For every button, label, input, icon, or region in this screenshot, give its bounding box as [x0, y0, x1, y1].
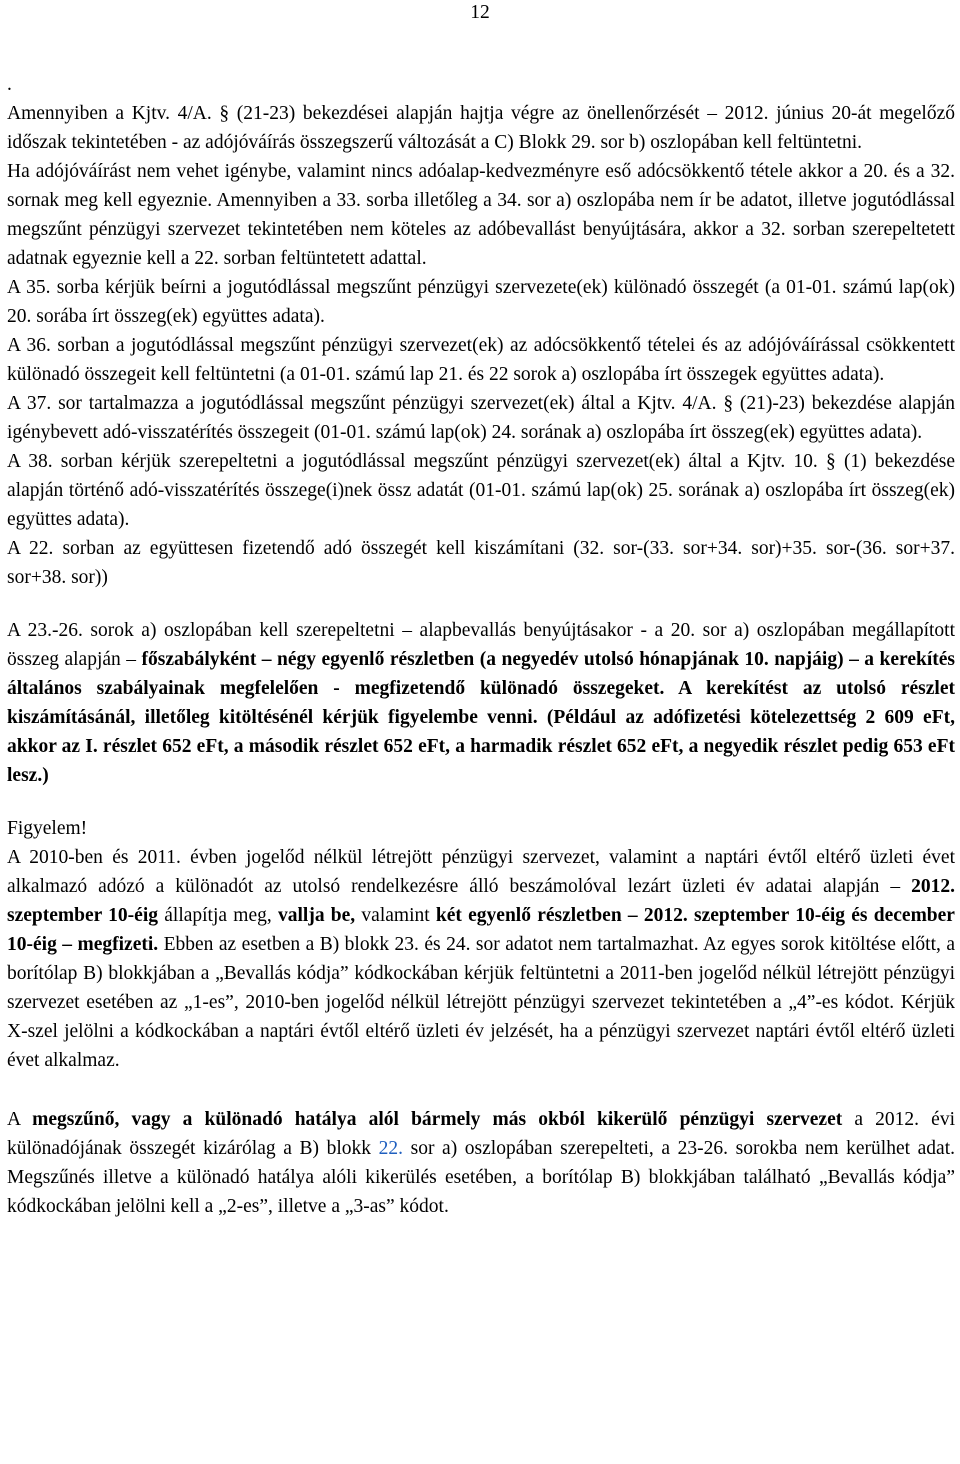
terminating-row-ref: 22.	[378, 1138, 403, 1159]
attention-text-4: Ebben az esetben a B) blokk 23. és 24. sor adatot nem tartalmazhat. Az egyes sorok kitöltése előtt, a borítólap B) blokkjában a „Bevallás kódja” kódkockában kérjük feltüntetni a 2011-ben jogelőd nélkül létrejött pénzügyi szervezet esetében az „1-es”, 2010-ben jogelőd nélkül létrejött pénzügyi szervezet tekintetében a „4”-es kódot. Kérjük X-szel jelölni a kódkockában a naptári évtől eltérő üzleti év jelzését, ha a pénzügyi szervezet naptári évtől eltérő üzleti évet alkalmaz.	[7, 934, 955, 1071]
paragraph-row-38: A 38. sorban kérjük szerepeltetni a jogutódlással megszűnt pénzügyi szervezet(ek) által a Kjtv. 10. § (1) bekezdése alapján történő adó-visszatérítés összege(i)nek össz adatát (01-01. számú lap(ok) 25. sorának a) oszlopába írt összeg(ek) együttes adata).	[7, 451, 955, 530]
attention-text-3: valamint	[355, 905, 436, 926]
attention-text-1: A 2010-ben és 2011. évben jogelőd nélkül létrejött pénzügyi szervezet, valamint a naptári évtől eltérő üzleti évet alkalmazó adózó a különadót az utolsó rendelkezésre álló beszámolóval lezárt üzleti év adatai alapján –	[7, 847, 955, 897]
paragraph-rows-23-26	[7, 616, 955, 790]
terminating-bold-1: megszűnő, vagy a különadó hatálya alól bármely más okból kikerülő pénzügyi szervezet	[32, 1109, 843, 1130]
spacer	[7, 1075, 955, 1105]
paragraph-row-35: A 35. sorba kérjük beírni a jogutódlással megszűnt pénzügyi szervezete(ek) különadó összegét (a 01-01. számú lap(ok) 20. sorába írt összeg(ek) együttes adata).	[7, 277, 955, 327]
leading-dot: .	[7, 74, 12, 95]
attention-bold-1: 2012. szeptember 10-éig	[7, 876, 955, 926]
paragraph-row-37: A 37. sor tartalmazza a jogutódlással megszűnt pénzügyi szervezet(ek) által a Kjtv. 4/A. § (21)-23) bekezdése alapján igénybevett adó-visszatérítés összegeit (01-01. számú lap(ok) 24. sorának a) oszlopába írt összeg(ek) együttes adata).	[7, 393, 955, 443]
spacer	[7, 592, 955, 616]
page-number: 12	[470, 2, 490, 23]
paragraph-row-22: A 22. sorban az együttesen fizetendő adó összegét kell kiszámítani (32. sor-(33. sor+34. sor)+35. sor-(36. sor+37. sor+38. sor))	[7, 538, 955, 588]
terminating-text-1: A	[7, 1109, 33, 1130]
paragraph-rows-20-32: Ha adójóváírást nem vehet igénybe, valamint nincs adóalap-kedvezményre eső adócsökkentő tétele akkor a 20. és a 32. sornak meg kell egyeznie. Amennyiben a 33. sorba illetőleg a 34. sor a) oszlopába nem ír be adatot, illetve jogutódlással megszűnt pénzügyi szervezet tekintetében nem köteles az adóbevallást benyújtására, akkor a 32. sorban szerepeltetett adatnak egyeznie kell a 22. sorban feltüntetett adattal.	[7, 161, 955, 269]
rows-23-26-text: A 23.-26. sorok a) oszlopában kell szerepeltetni – alapbevallás benyújtásakor - a 20. sor a) oszlopában megállapított összeg alapján –	[7, 620, 955, 670]
terminating-text-2: a 2012. évi különadójának összegét kizárólag a B) blokk	[7, 1109, 955, 1159]
attention-text-2: állapítja meg,	[158, 905, 278, 926]
terminating-text-3: sor a) oszlopában szerepelteti, a 23-26. sorokba nem kerülhet adat. Megszűnés illetve a különadó hatálya alóli kikerülés esetében, a borítólap B) blokkjában található „Bevallás kódja” kódkockában jelölni kell a „2-es”, illetve a „3-as” kódot.	[7, 1138, 955, 1217]
rows-23-26-bold: főszabályként – négy egyenlő részletben (a negyedév utolsó hónapjának 10. napjáig) – a kerekítés általános szabályainak megfelelően - megfizetendő különadó összegeket. A kerekítést az utolsó részlet kiszámításánál, illetőleg kitöltésénél kérjük figyelembe venni. (Például az adófizetési kötelezettség 2 609 eFt, akkor az I. részlet 652 eFt, a második részlet 652 eFt, a harmadik részlet 652 eFt, a negyedik részlet pedig 653 eFt lesz.)	[7, 649, 955, 786]
spacer	[7, 790, 955, 814]
paragraph-attention	[7, 843, 955, 1075]
page-content	[7, 70, 955, 1221]
paragraph-terminating-entity	[7, 1105, 955, 1221]
attention-bold-3: két egyenlő részletben – 2012. szeptember 10-éig és december 10-éig – megfizeti.	[7, 905, 955, 955]
paragraph-self-revision: Amennyiben a Kjtv. 4/A. § (21-23) bekezdései alapján hajtja végre az önellenőrzését – 2012. június 20-át megelőző időszak tekintetében - az adójóváírás összegszerű változását a C) Blokk 29. sor b) oszlopában kell feltüntetni.	[7, 103, 955, 153]
attention-heading: Figyelem!	[7, 818, 88, 839]
attention-bold-2: vallja be,	[277, 905, 356, 926]
paragraph-row-36: A 36. sorban a jogutódlással megszűnt pénzügyi szervezet(ek) az adócsökkentő tételei és az adójóváírással csökkentett különadó összegeit kell feltüntetni (a 01-01. számú lap 21. és 22 sorok a) oszlopába írt összegek együttes adata).	[7, 335, 955, 385]
